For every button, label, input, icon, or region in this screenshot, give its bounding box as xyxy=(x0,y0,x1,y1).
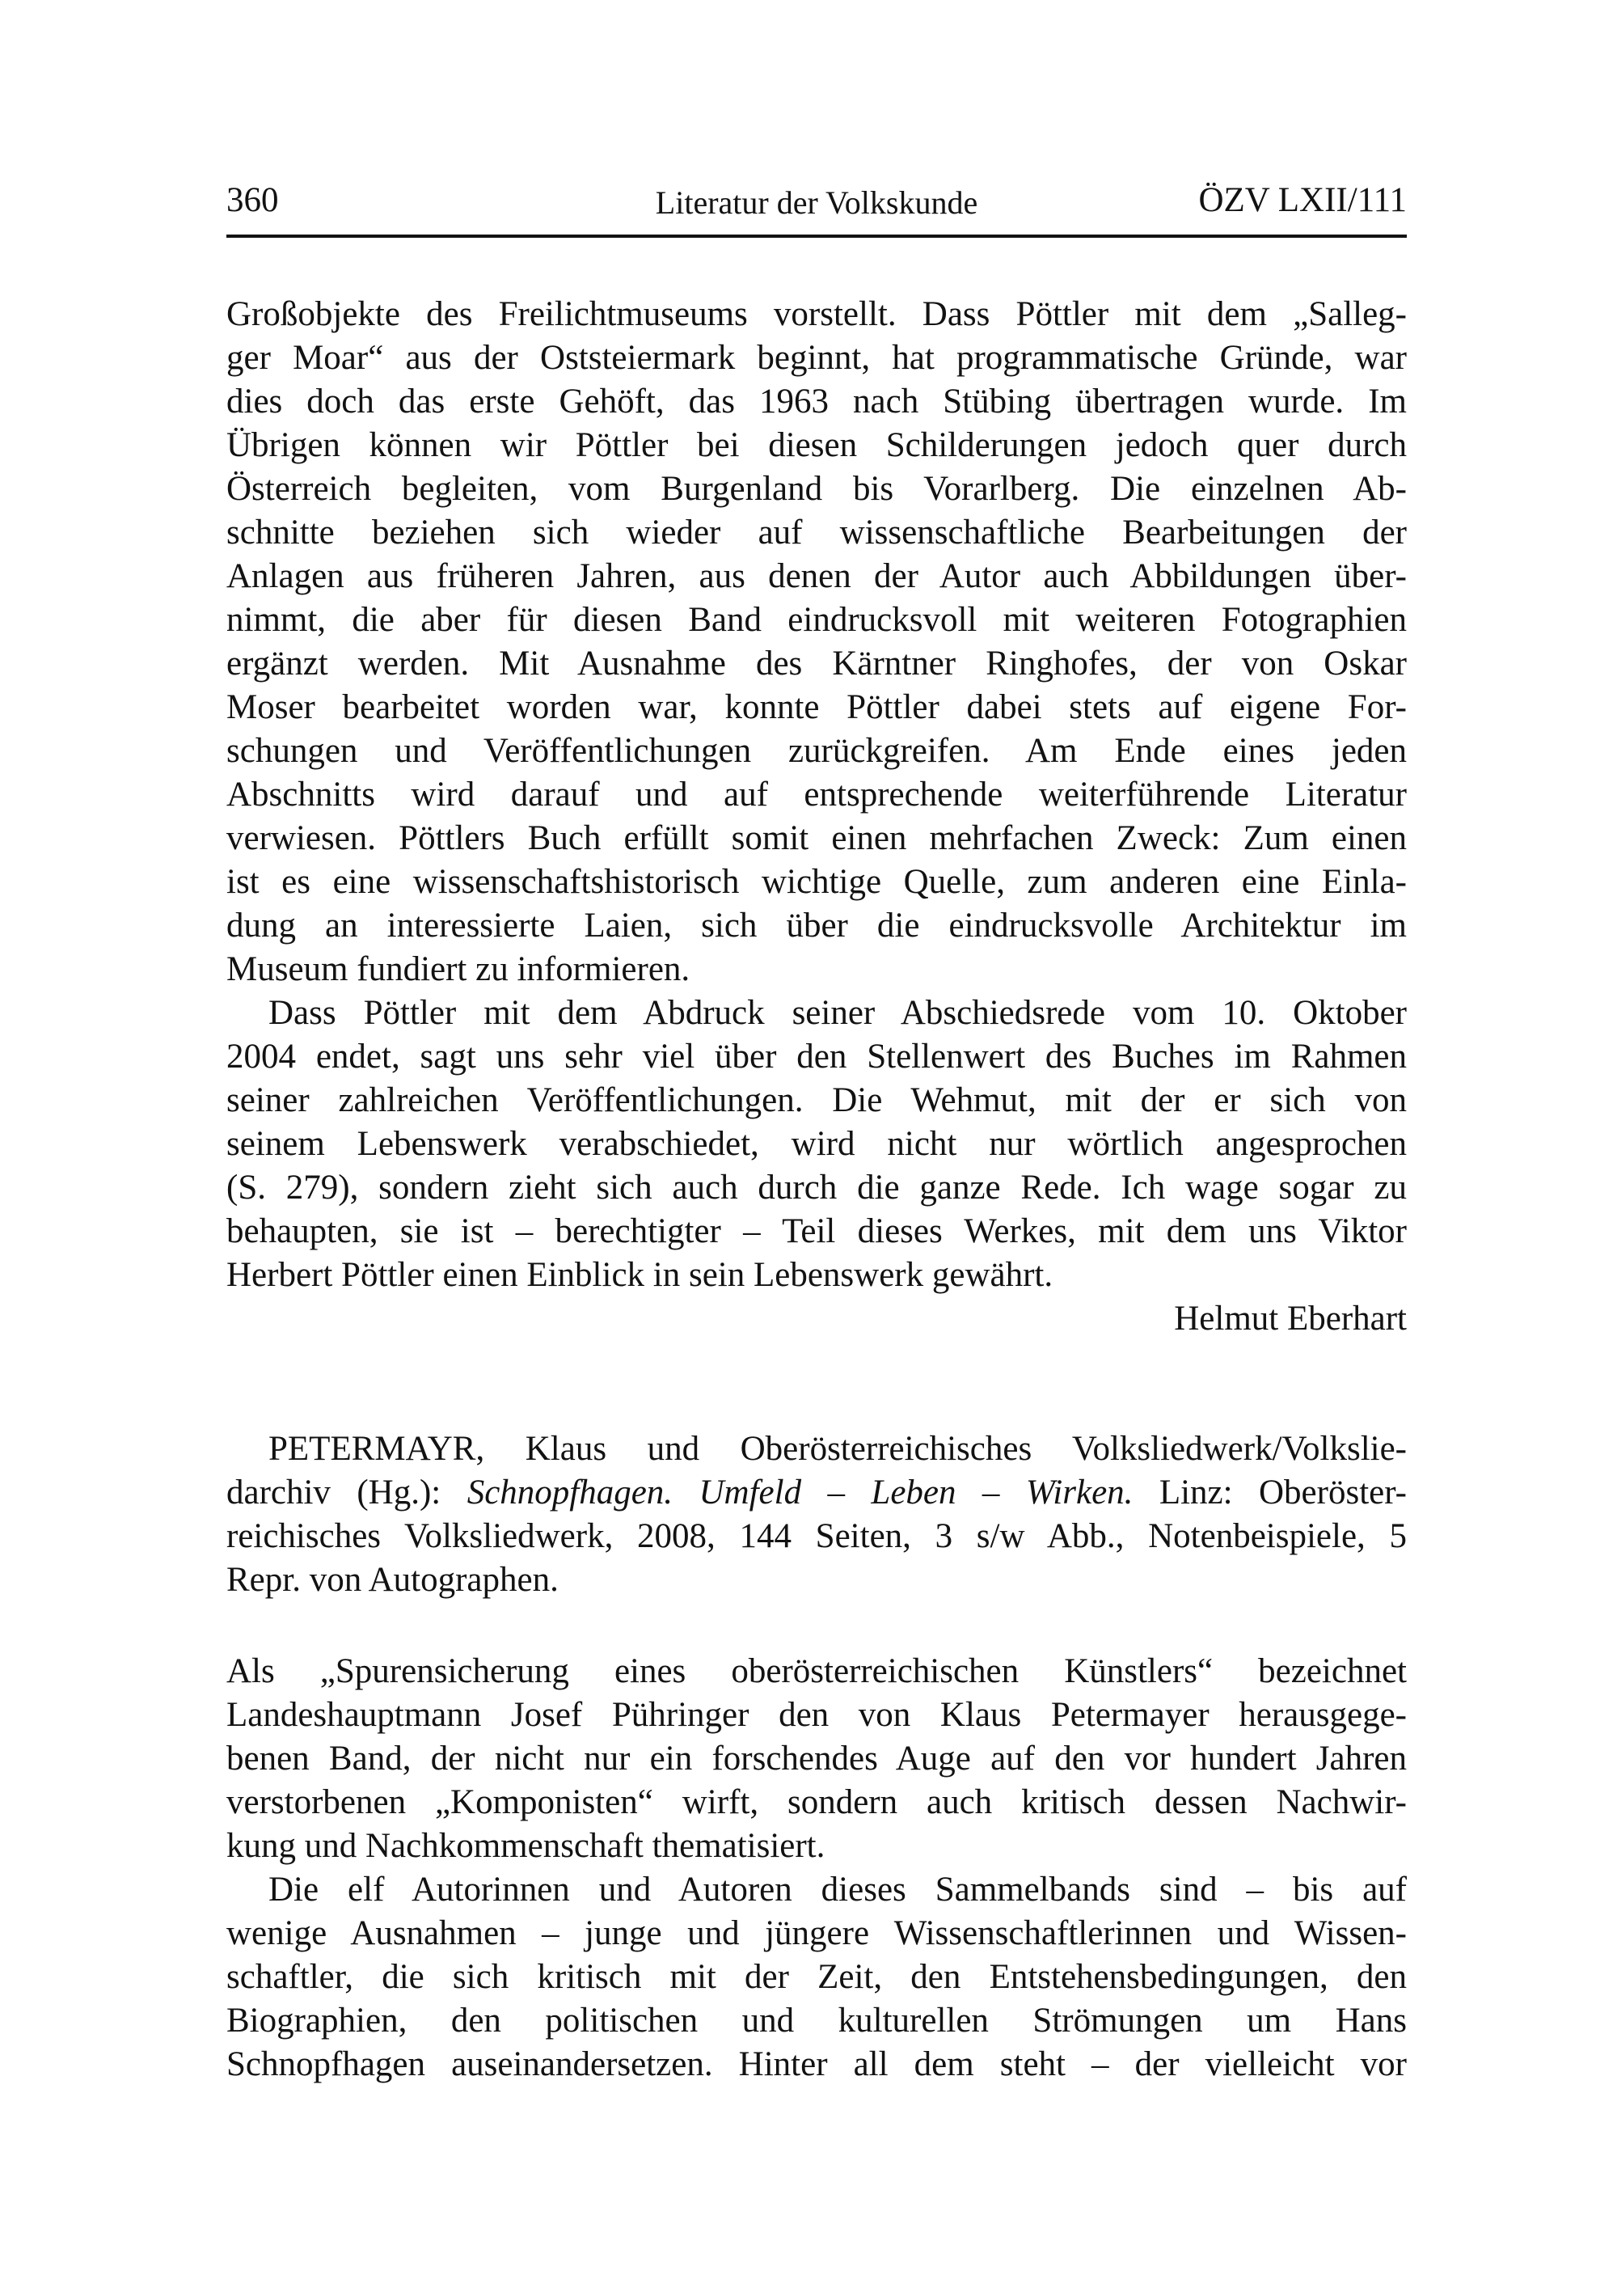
text-segment: Übrigen können wir Pöttler bei diesen Schilderungen jedoch quer durch xyxy=(226,426,1407,464)
text-segment: kung und Nachkommenschaft thematisiert. xyxy=(226,1827,825,1865)
text-segment: seinem Lebenswerk verabschiedet, wird nicht nur wörtlich angesprochen xyxy=(226,1125,1407,1163)
text-segment: Schnopfhagen auseinandersetzen. Hinter all dem steht – der vielleicht vor xyxy=(226,2045,1407,2083)
text-segment: ist es eine wissenschaftshistorisch wichtige Quelle, zum anderen eine Einla- xyxy=(226,863,1407,901)
para-petermayr-review-p2 xyxy=(226,1868,1407,2087)
text-segment: behaupten, sie ist – berechtigter – Teil dieses Werkes, mit dem uns Viktor xyxy=(226,1212,1407,1250)
reviewer-signature: Helmut Eberhart xyxy=(1174,1300,1407,1338)
text-line xyxy=(226,817,1407,860)
text-line xyxy=(226,293,1407,336)
text-segment: Österreich begleiten, vom Burgenland bis Vorarlberg. Die einzelnen Ab- xyxy=(226,470,1407,508)
text-segment: wenige Ausnahmen – junge und jüngere Wissenschaftlerinnen und Wissen- xyxy=(226,1914,1407,1952)
page-body xyxy=(226,293,1407,2087)
para-eberhart-review-closing xyxy=(226,992,1407,1297)
issue-label: ÖZV LXII/111 xyxy=(1198,181,1407,219)
text-line xyxy=(226,948,1407,992)
text-segment: darchiv (Hg.): xyxy=(226,1474,467,1512)
text-segment: Als „Spurensicherung eines oberösterreichischen Künstlers“ bezeichnet xyxy=(226,1652,1407,1690)
text-segment: seiner zahlreichen Veröffentlichungen. Die Wehmut, mit der er sich von xyxy=(226,1081,1407,1119)
para-petermayr-bibliography xyxy=(226,1427,1407,1602)
text-segment: ger Moar“ aus der Oststeiermark beginnt, hat programmatische Gründe, war xyxy=(226,339,1407,377)
text-line xyxy=(226,1515,1407,1558)
text-segment: Biographien, den politischen und kulturellen Strömungen um Hans xyxy=(226,2002,1407,2040)
text-segment: Abschnitts wird darauf und auf entsprechende weiterführende Literatur xyxy=(226,776,1407,814)
text-segment: PETERMAYR, Klaus und Oberösterreichisches Volksliedwerk/Volkslie- xyxy=(268,1430,1407,1468)
text-segment: nimmt, die aber für diesen Band eindrucksvoll mit weiteren Fotographien xyxy=(226,601,1407,639)
text-line xyxy=(226,992,1407,1035)
page-header xyxy=(226,181,1407,223)
text-line xyxy=(226,1123,1407,1166)
text-line xyxy=(226,1781,1407,1825)
text-segment: dies doch das erste Gehöft, das 1963 nach Stübing übertragen wurde. Im xyxy=(226,383,1407,421)
text-segment: Großobjekte des Freilichtmuseums vorstellt. Dass Pöttler mit dem „Salleg- xyxy=(226,295,1407,333)
text-line xyxy=(226,904,1407,948)
text-line xyxy=(226,1471,1407,1515)
text-segment: Museum fundiert zu informieren. xyxy=(226,950,690,988)
text-line xyxy=(226,1210,1407,1254)
text-segment: reichisches Volksliedwerk, 2008, 144 Seiten, 3 s/w Abb., Notenbeispiele, 5 xyxy=(226,1517,1407,1555)
text-line xyxy=(226,642,1407,686)
text-line xyxy=(226,1737,1407,1781)
text-line xyxy=(226,729,1407,773)
text-segment: Anlagen aus früheren Jahren, aus denen der Autor auch Abbildungen über- xyxy=(226,557,1407,595)
header-rule xyxy=(226,235,1407,238)
text-line xyxy=(226,1825,1407,1868)
para-petermayr-review-p1 xyxy=(226,1650,1407,1868)
text-line xyxy=(226,1868,1407,1912)
text-line xyxy=(226,773,1407,817)
text-line xyxy=(226,511,1407,555)
text-line xyxy=(226,1693,1407,1737)
text-line xyxy=(226,860,1407,904)
text-segment: Repr. von Autographen. xyxy=(226,1561,559,1599)
para-eberhart-review-continuation xyxy=(226,293,1407,992)
text-line xyxy=(226,1035,1407,1079)
text-line xyxy=(226,1999,1407,2043)
page-number: 360 xyxy=(226,181,279,219)
text-line xyxy=(226,1650,1407,1693)
text-segment: Moser bearbeitet worden war, konnte Pöttler dabei stets auf eigene For- xyxy=(226,688,1407,726)
text-segment: (S. 279), sondern zieht sich auch durch die ganze Rede. Ich wage sogar zu xyxy=(226,1169,1407,1207)
text-line xyxy=(226,424,1407,467)
text-line xyxy=(226,1427,1407,1471)
text-segment: Herbert Pöttler einen Einblick in sein Lebenswerk gewährt. xyxy=(226,1256,1053,1294)
text-segment: schaftler, die sich kritisch mit der Zeit, den Entstehensbedingungen, den xyxy=(226,1958,1407,1996)
text-segment: ergänzt werden. Mit Ausnahme des Kärntner Ringhofes, der von Oskar xyxy=(226,645,1407,683)
text-line xyxy=(226,336,1407,380)
text-line xyxy=(226,555,1407,598)
text-line xyxy=(226,1956,1407,1999)
text-line xyxy=(226,598,1407,642)
text-line xyxy=(226,2043,1407,2087)
text-segment: verstorbenen „Komponisten“ wirft, sondern auch kritisch dessen Nachwir- xyxy=(226,1783,1407,1821)
text-line xyxy=(226,686,1407,729)
text-line xyxy=(226,1254,1407,1297)
text-segment: Die elf Autorinnen und Autoren dieses Sammelbands sind – bis auf xyxy=(268,1871,1407,1909)
text-line xyxy=(226,1079,1407,1123)
text-segment: schungen und Veröffentlichungen zurückgreifen. Am Ende eines jeden xyxy=(226,732,1407,770)
text-line xyxy=(226,380,1407,424)
text-segment: verwiesen. Pöttlers Buch erfüllt somit einen mehrfachen Zweck: Zum einen xyxy=(226,819,1407,857)
text-line xyxy=(226,1912,1407,1956)
text-segment: Dass Pöttler mit dem Abdruck seiner Abschiedsrede vom 10. Oktober xyxy=(268,994,1407,1032)
text-segment: Landeshauptmann Josef Pühringer den von Klaus Petermayer herausgege- xyxy=(226,1696,1407,1734)
text-line xyxy=(226,467,1407,511)
text-segment: benen Band, der nicht nur ein forschendes Auge auf den vor hundert Jahren xyxy=(226,1740,1407,1778)
text-segment: dung an interessierte Laien, sich über die eindrucksvolle Architektur im xyxy=(226,907,1407,945)
text-segment: 2004 endet, sagt uns sehr viel über den Stellenwert des Buches im Rahmen xyxy=(226,1038,1407,1076)
text-line xyxy=(226,1166,1407,1210)
text-line xyxy=(226,1558,1407,1602)
running-header-title: Literatur der Volkskunde xyxy=(655,184,978,221)
text-segment: Linz: Oberöster- xyxy=(1133,1474,1408,1512)
text-segment: schnitte beziehen sich wieder auf wissenschaftliche Bearbeitungen der xyxy=(226,514,1407,552)
book-title-italic: Schnopfhagen. Umfeld – Leben – Wirken. xyxy=(467,1474,1134,1512)
